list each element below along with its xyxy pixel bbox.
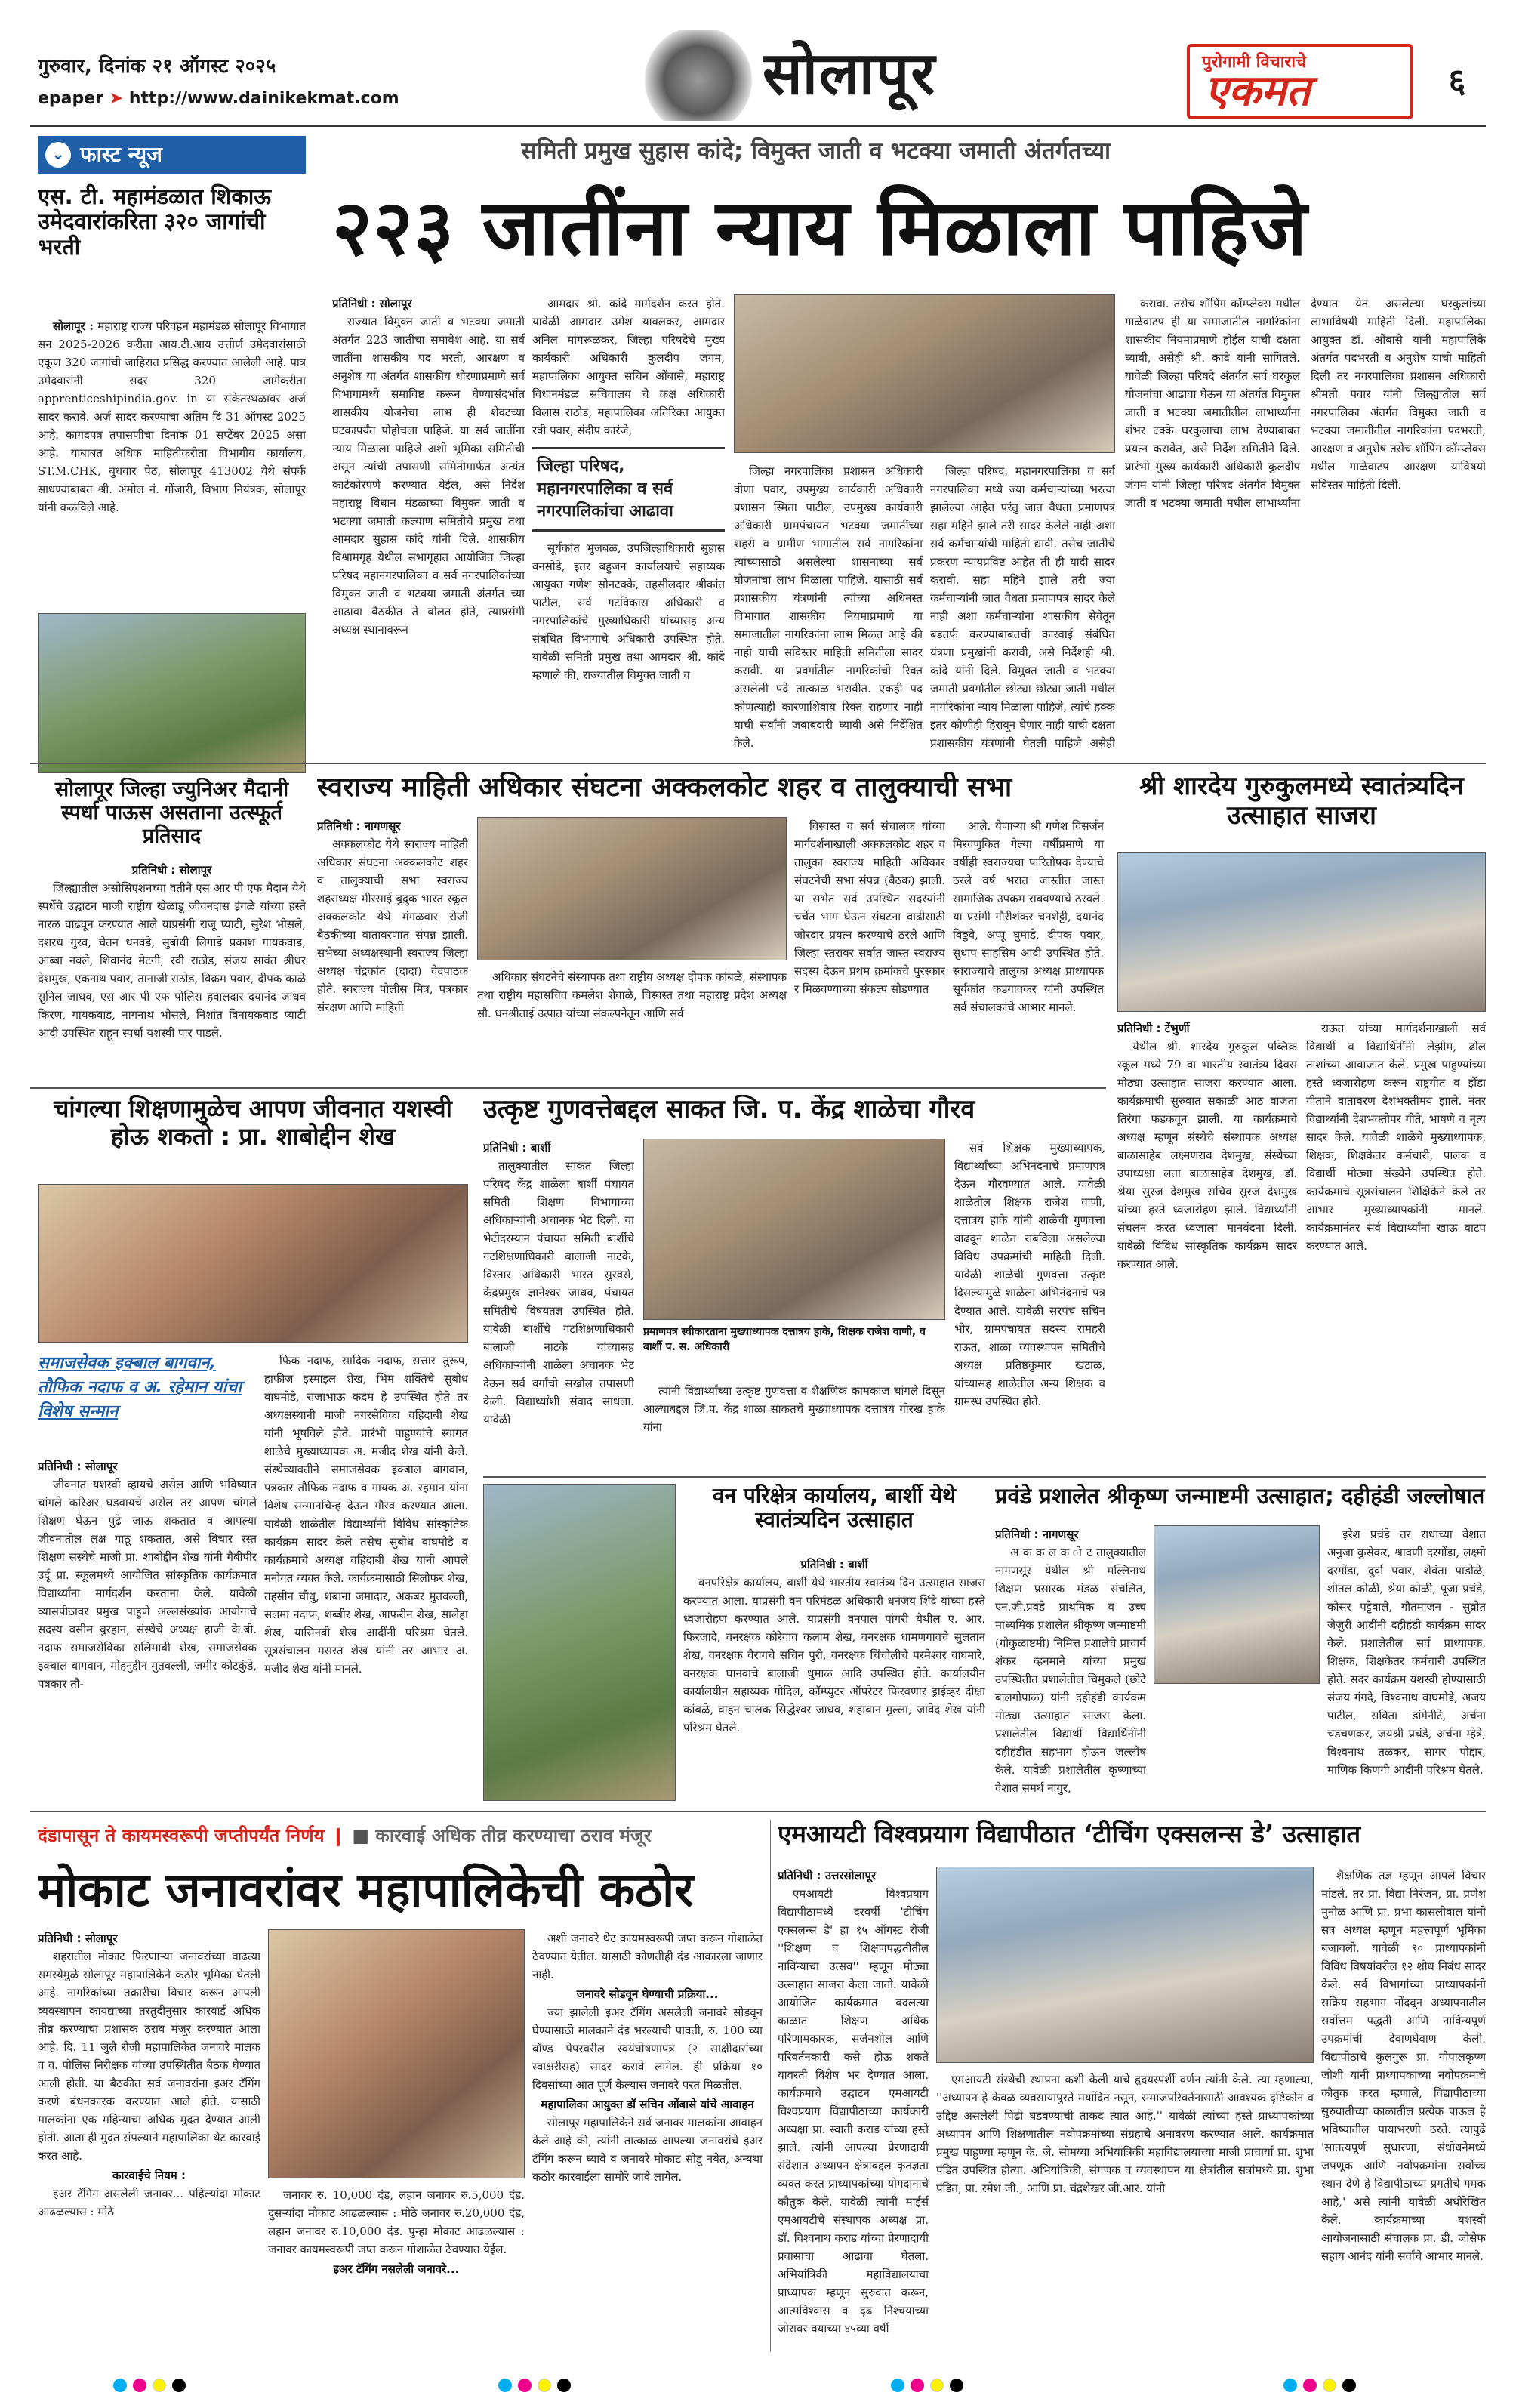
regmark-cyan-icon xyxy=(498,2379,512,2392)
section-divider-4 xyxy=(30,1811,1486,1812)
quality-photo xyxy=(643,1139,945,1320)
cattle-byline: प्रतिनिधी : सोलापूर xyxy=(38,1932,118,1945)
cattle-text-3c: सोलापूर महापालिकेने सर्व जनावर मालकांना आवाहन केले आहे की, त्यांनी तात्काळ आपल्या जनावरांचे इअर टॅगिंग करून घ्यावे व जनावरे मोकाट सोडू नयेत, अन्यथा कठोर कारवाईला सामोरे जावे लागेल. xyxy=(532,2116,763,2184)
education-text-1: जीवनात यशस्वी व्हायचे असेल आणि भविष्यात चांगले करिअर घडवायचे असेल तर आपण चांगले शिक्षण घेऊन पुढे जाऊ शकतात व आपल्या जीवनातील लक्ष गाठू शकतात, असे विचार रस्त शिक्षण संस्थेचे माजी प्रा. शाबोद्दीन शेख यांनी गैबीपीर उर्दू प्रा. स्कूलमध्ये आयोजित सांस्कृतिक कार्यक्रमात विद्यार्थ्यांना मार्गदर्शन करताना केले. यावेळी व्यासपीठावर प्रमुख पाहुणे अल्लसंख्यांक आयोगाचे सदस्य वसीम बुरहान, संस्थेचे अध्यक्ष हाजी के.बी. नदाफ समाजसेविका सलिमाबी शेख, समाजसेवक इक्बाल बागवान, मोहनुद्दीन मुतवल्ली, जमीर कोटकुंडे, पत्रकार तौ- xyxy=(38,1478,257,1691)
sharad-col-1 xyxy=(1117,1019,1297,1465)
page-number: ६ xyxy=(1448,62,1466,100)
forest-text: वनपरिक्षेत्र कार्यालय, बार्शी येथे भारतीय स्वातंत्र्य दिन उत्साहात साजरा करण्यात आला. याप्रसंगी वन परिमंडळ अधिकारी धनंजय शिंदे यांच्या हस्ते ध्वजारोहण करण्यात आले. याप्रसंगी वनपाल पांगरी येथील ए. आर. फिरजादे, वनरक्षक कोरेगाव कलाम शेख, वनरक्षक धामणगावचे सुलतान शेख, वनरक्षक वैरागचे सचिन पुरी, वनरक्षक चिंचोलीचे परमेश्वर वाघमारे, वनरक्षक घानवाचे बालाजी धुमाळ आदि उपस्थित होते. कार्यालयीन कार्यालयीन सहाय्यक गोदिल, कॉम्प्युटर ऑपरेटर फिरवणार ड्राईव्हर दीक्षा कांबळे, वाहन चालक सिद्धेश्वर जाधव, शहाबान मुल्ला, जावेद शेख यांनी परिश्रम घेतले. xyxy=(683,1576,985,1734)
sports-headline: सोलापूर जिल्हा ज्युनिअर मैदानी स्पर्धा पाऊस असताना उत्स्फूर्त प्रतिसाद xyxy=(54,778,289,849)
fast-news-label: फास्ट न्यूज xyxy=(80,142,162,167)
brand-tagline: पुरोगामी विचाराचे xyxy=(1202,53,1307,72)
epaper-link[interactable] xyxy=(38,89,430,115)
cattle-sub-3: जनावरे सोडवून घेण्याची प्रक्रिया... xyxy=(576,1987,719,2001)
regmark-cyan-icon xyxy=(113,2379,127,2392)
education-photo xyxy=(38,1184,468,1343)
epaper-label: epaper xyxy=(38,89,104,108)
lead-byline: प्रतिनिधी : सोलापूर xyxy=(332,297,412,310)
forest-photo xyxy=(483,1484,676,1801)
lead-sub-kicker: जिल्हा परिषद, महानगरपालिका व सर्व नगरपालिकांचा आढावा xyxy=(532,447,725,532)
lead-col-2 xyxy=(532,294,725,751)
rti-photo xyxy=(477,817,787,960)
cattle-sub-1: कारवाईचे नियम : xyxy=(112,2169,186,2182)
section-divider-3 xyxy=(483,1476,1486,1478)
masthead-logo-art xyxy=(642,30,755,121)
cattle-headline: मोकाट जनावरांवर महापालिकेची कठोर xyxy=(38,1862,694,1917)
fast-news-byline: सोलापूर : xyxy=(53,319,94,333)
krishna-byline: प्रतिनिधी : नागणसूर xyxy=(995,1528,1079,1541)
cattle-photo xyxy=(268,1929,525,2178)
quality-caption: प्रमाणपत्र स्वीकारताना मुख्याध्यापक दत्तात्रय हाके, शिक्षक राजेश वाणी, व बार्शी प. स. अधिकारी xyxy=(643,1326,926,1353)
cattle-text-3b: ज्या झालेली इअर टॅगिंग असलेली जनावरे सोडवून घेण्यासाठी मालकाने दंड भरल्याची पावती, रु. 100 च्या बॉण्ड पेपरवरील स्वयंघोषणापत्र (२ साक्षीदारांच्या स्वाक्षरीसह) सादर करावे लागेल. ही प्रक्रिया १० दिवसांच्या आत पूर्ण केल्यास जनावरे परत मिळतील. xyxy=(532,2006,763,2092)
lead-text-4: जिल्हा परिषद, महानगरपालिका व सर्व नगरपालिका मध्ये ज्या कर्मचाऱ्यांच्या भरत्या झालेल्या आहेत परंतु जात वैधता प्रमाणपत्र सहा महिने झाले तरी सादर केलेले नाही अशा सर्व कर्मचाऱ्यांची माहिती द्यावी. तसेच जातीचे प्रकरण न्यायप्रविष्ट आहेत ती ही यादी सादर करावी. सहा महिने झाले तरी ज्या कर्मचाऱ्यांनी जात वैधता प्रमाणपत्र सादर केले नाही अशा कर्मचाऱ्यांना शासकीय सेवेतून बडतर्फ करण्याबाबतची कारवाई संबंधित यंत्रणा प्रमुखांनी करावी, असे निर्देशही श्री. कांदे यांनी दिले. विमुक्त जाती व भटक्या जमाती प्रवर्गातील छोट्या छोट्या जाती मधील नागरिकांना न्याय मिळाला पाहिजे, त्यांचे हक्क इतर कोणीही हिरावून घेणार नाही याची दक्षता प्रशासकीय यंत्रणांनी घेतली पाहिजे असेही xyxy=(930,464,1115,750)
mit-text-2: एमआयटी संस्थेची स्थापना कशी केली याचे हृदयस्पर्शी वर्णन त्यांनी केले. त्या म्हणाल्या, ''अध्यापन हे केवळ व्यवसायापुरते मर्यादित नसून, समाजपरिवर्तनासाठी आवश्यक दृष्टिकोन व उद्दिष्ट असलेली पिढी घडवण्याची ताकद त्यात आहे.'' यावेळी त्यांच्या हस्ते प्राध्यापकांच्या अध्यापन आणि शिक्षणातील नवोपक्रमांच्या संग्रहाचे अनावरण करण्यात आले. कार्यक्रमात प्रमुख पाहुण्या म्हणून के. जे. सोमय्या अभियांत्रिकी महाविद्यालयाच्या माजी प्राचार्या प्रा. शुभा पंडित उपस्थित होत्या. अभियांत्रिकी, संगणक व व्यवस्थापन या क्षेत्रांतील सत्रांमध्ये प्रा. शुभा पंडित, प्रा. रमेश जी., आणि प्रा. चंद्रशेखर जी.आर. यांनी xyxy=(936,2073,1314,2195)
lead-text-1: राज्यात विमुक्त जाती व भटक्या जमाती अंतर्गत 223 जातींचा समावेश आहे. या सर्व जातींना शासकीय पद भरती, आरक्षण व अनुशेष या अंतर्गत शासकीय धोरणाप्रमाणे सर्व विभागामध्ये समाविष्ट करून घेण्यासंदर्भात शासकीय योजनेचा लाभ ही शेवटच्या घटकापर्यंत पोहोचला पाहिजे. या सर्व जातींना न्याय मिळाला पाहिजे अशी भूमिका समितीची असून त्यांची तपासणी समितीमार्फत अत्यंत काटेकोरपणे करण्यात येईल, असे निर्देश महाराष्ट्र विधान मंडळाच्या विमुक्त जाती व भटक्या जमाती कल्याण समितीचे प्रमुख तथा आमदार सुहास कांदे यांनी दिले. शासकीय विश्रामगृह येथील सभागृहात आयोजित जिल्हा परिषद महानगरपालिका व सर्व नगरपालिकांच्या विमुक्त जाती व भटक्या जमाती अंतर्गत च्या आढावा बैठकीत ते बोलत होते, त्याप्रसंगी अध्यक्ष स्थानावरून xyxy=(332,315,525,637)
registration-marks xyxy=(0,2371,1516,2401)
rti-text-2: अधिकार संघटनेचे संस्थापक तथा राष्ट्रीय अध्यक्ष दीपक कांबळे, संस्थापक तथा राष्ट्रीय महासचिव कमलेश शेवाळे, विस्वस्त तथा महाराष्ट्र प्रदेश अध्यक्ष सौ. धनश्रीताई उत्पात यांच्या संकल्पनेतून आणि सर्व xyxy=(477,970,787,1020)
square-bullet-icon: ■ xyxy=(352,1825,370,1846)
regmark-magenta-icon xyxy=(518,2379,532,2392)
rti-col-1 xyxy=(317,817,468,1081)
cattle-sub-2: इअर टॅगिंग नसलेली जनावरे... xyxy=(333,2262,460,2276)
rti-text-1: अक्कलकोट येथे स्वराज्य माहिती अधिकार संघटना अक्कलकोट शहर व तालुक्याची सभा स्वराज्य शहराध्यक्ष मीरसाई बुद्रुक भारत स्कूल अक्कलकोट येथे मंगळवार रोजी बैठकीच्या वातावरणात संपन्न झाली. सभेच्या अध्यक्षस्थानी स्वराज्य जिल्हा अध्यक्ष चंद्रकांत (दादा) वेदपाठक होते. स्वराज्य पोलीस मित्र, पत्रकार संरक्षण आणि माहिती xyxy=(317,837,468,1014)
education-byline: प्रतिनिधी : सोलापूर xyxy=(38,1460,118,1473)
mit-col-3 xyxy=(1321,1867,1486,2352)
krishna-col-2 xyxy=(1327,1525,1486,1801)
quality-byline: प्रतिनिधी : बार्शी xyxy=(483,1141,551,1155)
rti-col-4 xyxy=(953,817,1104,1081)
regmark-black-icon xyxy=(557,2379,571,2392)
quality-col-3 xyxy=(954,1139,1105,1501)
rti-byline: प्रतिनिधी : नागणसूर xyxy=(317,819,401,833)
fast-news-body xyxy=(38,317,306,604)
section-divider-2 xyxy=(30,1087,1106,1089)
sharad-photo xyxy=(1117,852,1486,1012)
quality-text-1: तालुक्यातील साकत जिल्हा परिषद केंद्र शाळेला बार्शी पंचायत समिती शिक्षण विभागाच्या अधिकाऱ्यांनी अचानक भेट दिली. या भेटीदरम्यान पंचायत समिती बार्शीचे गटशिक्षणाधिकारी बालाजी नाटके, विस्तार अधिकारी भारत सुरवसे, केंद्रप्रमुख ज्ञानेश्वर जाधव, पंचायत समितीचे विषयतज्ञ उपस्थित होते. यावेळी बार्शीचे गटशिक्षणाधिकारी बालाजी नाटके यांच्यासह अधिकाऱ्यांनी शाळेला अचानक भेट देऊन सर्व वर्गांची सखोल तपासणी केली. विद्यार्थ्यांशी संवाद साधला. यावेळी xyxy=(483,1159,634,1426)
cattle-col-3 xyxy=(532,1929,763,2352)
quality-col-1 xyxy=(483,1139,634,1501)
city-title: सोलापूर xyxy=(763,40,937,108)
link-arrow-icon: ➤ xyxy=(109,89,124,108)
lead-col-3 xyxy=(734,462,923,751)
forest-byline: प्रतिनिधी : बार्शी xyxy=(800,1558,868,1571)
mit-text-3: शैक्षणिक तज्ञ म्हणून आपले विचार मांडले. तर प्रा. विद्या निरंजन, प्रा. प्रणेश मुनोळ आणि प्रा. प्रभा कासलीवाल यांनी सत्र अध्यक्ष म्हणून महत्त्वपूर्ण भूमिका बजावली. यावेळी ९० प्राध्यापकांनी विविध विषयांवरील १२ शोध निबंध सादर केले. सर्व विभागांच्या प्राध्यापकांनी सक्रिय सहभाग नोंदवून अध्यापनातील सर्वोत्तम पद्धती आणि नाविन्यपूर्ण उपक्रमांची देवाणघेवाण केली. विद्यापीठाचे कुलगुरू प्रा. गोपालकृष्ण जोशी यांनी प्राध्यापकांच्या नवोपक्रमांचे कौतुक करत म्हणाले, विद्यापीठाच्या सुरुवातीच्या काळातील प्रत्येक पाऊल हे भविष्यातील पायाभरणी ठरते. त्यापुढे 'सातत्यपूर्ण सुधारणा, संधोधनेमध्ये जपणूक आणि नवोपक्रमांना सर्वोच्च स्थान देणे हे विद्यापीठाच्या प्रगतीचे गमक आहे,' असे त्यांनी यावेळी अधोरेखित केले. कार्यक्रमाच्या यशस्वी आयोजनासाठी संचालक प्रा. डी. जोसेफ सहाय आनंद यांनी सर्वांचे आभार मानले. xyxy=(1321,1869,1486,2263)
cattle-sub-4: महापालिका आयुक्त डॉ सचिन ओंबासे यांचे आवाहन xyxy=(541,2098,754,2111)
lead-text-5: करावा. तसेच शॉपिंग कॉम्प्लेक्स मधील गाळेवाटप ही या समाजातील नागरिकांना शासकीय नियमाप्रमाणे होईल याची दक्षता घ्यावी, असेही श्री. कांदे यांनी सांगितले. यावेळी जिल्हा परिषदे अंतर्गत सर्व घरकुल योजनांचा आढावा घेऊन या अंतर्गत विमुक्त जाती व भटक्या जमातीतील लाभार्थ्यांना शंभर टक्के घरकुलाचा लाभ देण्याबाबत प्रयत्न करावेत, असे निर्देश समितीने दिले. प्रारंभी मुख्य कार्यकारी अधिकारी कुलदीप जंगम यांनी जिल्हा परिषद अंतर्गत विमुक्त जाती व भटक्या जमाती मधील लाभार्थ्यांना देण्यात येत असलेल्या घरकुलांच्या लाभाविषयी माहिती दिली. महापालिका आयुक्त डॉ. ओंबासे यांनी महापालिके अंतर्गत पदभरती व अनुशेष याची माहिती दिली तर नगरपालिका प्रशासन अधिकारी श्रीमती पवार यांनी जिल्ह्यातील सर्व नगरपालिका अंतर्गत विमुक्त जाती व भटक्या जमातीतील नागरिकांना पदभरती, आरक्षण व अनुशेष तसेच शॉपिंग कॉम्प्लेक्स मधील गाळेवाटप आरक्षण याविषयी सविस्तर माहिती दिली. xyxy=(1125,297,1486,510)
lead-kicker: समिती प्रमुख सुहास कांदे; विमुक्त जाती व भटक्या जमाती अंतर्गतच्या xyxy=(521,137,1111,165)
sharad-byline: प्रतिनिधी : टेंभुर्णी xyxy=(1117,1022,1190,1035)
regmark-cyan-icon xyxy=(891,2379,904,2392)
masthead xyxy=(0,0,1516,128)
brand-box xyxy=(1187,44,1413,119)
mit-col-2 xyxy=(936,2070,1314,2352)
regmark-black-icon xyxy=(172,2379,186,2392)
regmark-black-icon xyxy=(950,2379,963,2392)
sharad-headline: श्री शारदेय गुरुकुलमध्ये स्वातंत्र्यदिन उत्साहात साजरा xyxy=(1139,772,1464,831)
mit-col-1 xyxy=(778,1867,929,2352)
lead-headline: २२३ जातींना न्याय मिळाला पाहिजे xyxy=(332,183,1308,273)
column-divider xyxy=(770,1820,771,2352)
chevron-down-icon: ⌄ xyxy=(45,142,71,168)
krishna-text-2: इरेश प्रचंडे तर राधाच्या वेशात अनुजा कुसेकर, श्रावणी दरगोंडा, लक्ष्मी दरगोंडा, दुर्वा पवार, शेवंता पाडोळे, शीतल कोळी, श्रेया कोळी, पूजा प्रचंडे, कोसर पट्टेवाले, गौतमाजन - सुव्रोत जेजुरी आदींनी दहीहंडी कार्यक्रम सादर केले. प्रशालेतील सर्व प्राध्यापक, शिक्षक, शिक्षकेतर कर्मचारी उपस्थित होते. सदर कार्यक्रम यशस्वी होण्यासाठी संजय गंगदे, विश्वनाथ वाघमोडे, अजय पाटील, सविता डांगेनीटे, अर्चना चडचणकर, जयश्री प्रचंडे, अर्चना म्हेत्रे, विश्वनाथ तळकर, सागर पोद्दार, माणिक किणगी आदींनी परिश्रम घेतले. xyxy=(1327,1528,1486,1777)
fast-news-text: महाराष्ट्र राज्य परिवहन महामंडळ सोलापूर विभागात सन 2025-2026 करीता आय.टी.आय उत्तीर्ण उमेदवारांसाठी एकूण 320 जागांची जाहिरात प्रसिद्ध करण्यात आलेली आहे. पात्र उमेदवारांनी सदर 320 जागेकरीता apprenticeshipindia.gov. in या संकेतस्थळावर अर्ज सादर करावे. अर्ज सादर करण्याचा अंतिम दि 31 ऑगस्ट 2025 आहे. कागदपत्र तपासणीचा दिनांक 01 सप्टेंबर 2025 असा आहे. याबाबत अधिक माहितीकरीता विभागीय कार्यालय, ST.M.CHK, बुधवार पेठ, सोलापूर 413002 येथे संपर्क साधण्याबाबत श्री. अमोल नं. गोंजारी, विभाग नियंत्रक, सोलापूर यांनी कळविले आहे. xyxy=(38,319,306,514)
mit-byline: प्रतिनिधी : उत्तरसोलापूर xyxy=(778,1869,877,1882)
education-col-1 xyxy=(38,1457,257,1812)
cattle-col-2 xyxy=(268,2186,525,2352)
regmark-magenta-icon xyxy=(1303,2379,1317,2392)
cattle-text-1b: इअर टॅगिंग असलेली जनावर... पहिल्यांदा मोकाट आढळल्यास : मोठे xyxy=(38,2187,260,2218)
education-col-2 xyxy=(264,1352,468,1812)
mit-headline: एमआयटी विश्वप्रयाग विद्यापीठात ‘टीचिंग एक्सलन्स डे’ उत्साहात xyxy=(778,1820,1361,1848)
sharad-col-2 xyxy=(1306,1019,1486,1465)
lead-text-2b: सूर्यकांत भुजबळ, उपजिल्हाधिकारी सुहास वनसोडे, इतर बहुजन कार्यालयाचे सहाय्यक आयुक्त गणेश सोनटक्के, तहसीलदार श्रीकांत पाटील, सर्व गटविकास अधिकारी व नगरपालिकांचे मुख्याधिकारी यांच्यासह अन्य संबंधित विभागाचे अधिकारी उपस्थित होते. यावेळी समिती प्रमुख तथा आमदार श्री. कांदे म्हणाले की, राज्यातील विमुक्त जाती व xyxy=(532,541,725,682)
brand-logo-text: एकमत xyxy=(1205,66,1311,116)
sports-photo xyxy=(38,613,306,773)
sharad-text-1: येथील श्री. शारदेय गुरुकुल पब्लिक स्कूल मध्ये 79 वा भारतीय स्वातंत्र्य दिवस मोठ्या उत्साहात साजरा करण्यात आला. कार्यक्रमाची सुरुवात सकाळी आठ वाजता तिरंगा फडकवून झाली. या कार्यक्रमाचे अध्यक्ष म्हणून संस्थेचे संस्थापक अध्यक्ष बाळासाहेब लक्ष्मणराव देशमुख, संस्थेच्या उपाध्यक्षा लता बाळासाहेब देशमुख, डॉ. श्रेया सुरज देशमुख सचिव सुरज देशमुख यांच्या हस्ते ध्वजारोहण झाले. विद्यार्थ्यांनी संचलन करत ध्वजाला मानवंदना दिली. यावेळी विविध सांस्कृतिक कार्यक्रम सादर करण्यात आले. xyxy=(1117,1040,1297,1271)
mit-text-1: एमआयटी विश्वप्रयाग विद्यापीठामध्ये दरवर्षी 'टीचिंग एक्सलन्स डे' हा १५ ऑगस्ट रोजी ''शिक्षण व शिक्षणपद्धतीतील नाविन्याचा उत्सव'' म्हणून मोठ्या उत्साहात साजरा केला जातो. यावेळी आयोजित कार्यक्रमात बदलत्या काळात शिक्षण अधिक परिणामकारक, सर्जनशील आणि परिवर्तनकारी कसे होऊ शकते यावरती विशेष भर देण्यात आला. कार्यक्रमाचे उद्घाटन एमआयटी विश्वप्रयाग विद्यापीठाच्या कार्यकारी अध्यक्षा प्रा. स्वाती कराड यांच्या हस्ते झाले. त्यांनी आपल्या प्रेरणादायी संदेशात अध्यापन क्षेत्राबद्दल कृतज्ञता व्यक्त करत प्राध्यापकांच्या योगदानाचे कौतुक केले. यावेळी त्यांनी माईर्स एमआयटीचे संस्थापक अध्यक्ष प्रा. डॉ. विश्वनाथ कराड यांच्या प्रेरणादायी प्रवासाचा आढावा घेतला. अभियांत्रिकी महाविद्यालयाचा प्राध्यापक म्हणून सुरुवात करून, आत्मविश्वास व दृढ निश्चयाच्या जोरावर वयाच्या ४५व्या वर्षी xyxy=(778,1887,929,2336)
regmark-yellow-icon xyxy=(153,2379,166,2392)
forest-headline: वन परिक्षेत्र कार्यालय, बार्शी येथे स्वातंत्र्यदिन उत्साहात xyxy=(712,1484,956,1533)
forest-body xyxy=(683,1555,985,1801)
krishna-headline: प्रवंडे प्रशालेत श्रीकृष्ण जन्माष्टमी उत्साहात; दहीहंडी जल्लोषात xyxy=(995,1484,1485,1509)
krishna-photo xyxy=(1154,1525,1320,1684)
quality-text-3: सर्व शिक्षक मुख्याध्यापक, विद्यार्थ्यांच्या अभिनंदनाचे प्रमाणपत्र देऊन गौरवण्यात आले. यावेळी शाळेतील शिक्षक राजेश वाणी, दत्तात्रय हाके यांनी शाळेची गुणवत्ता वाढवून शाळेत राबविला असलेल्या विविध उपक्रमांची माहिती दिली. यावेळी शाळेची गुणवत्ता उत्कृष्ट दिसल्यामुळे शाळेला अभिनंदनाचे पत्र देण्यात आले. यावेळी सरपंच सचिन भोर, ग्रामपंचायत सदस्य रामहरी राऊत, शाळा व्यवस्थापन समितीचे अध्यक्ष प्रतिष्ठकुमार खटाळ, यांच्यासह शाळेतील अन्य शिक्षक व ग्रामस्थ उपस्थित होते. xyxy=(954,1141,1105,1408)
rti-headline: स्वराज्य माहिती अधिकार संघटना अक्कलकोट शहर व तालुक्याची सभा xyxy=(317,772,1012,803)
regmark-black-icon xyxy=(1342,2379,1356,2392)
lead-col-5 xyxy=(1125,294,1486,751)
lead-text-3: जिल्हा नगरपालिका प्रशासन अधिकारी वीणा पवार, उपमुख्य कार्यकारी अधिकारी प्रशासन स्मिता पाटील, उपमुख्य कार्यकारी अधिकारी ग्रामपंचायत भटक्या जमातींच्या शहरी व ग्रामीण भागातील सर्व नागरिकांना त्यांच्यासाठी असलेल्या शासनाच्या सर्व योजनांचा लाभ मिळाला पाहिजे. यासाठी सर्व प्रशासकीय यंत्रणांनी त्यांच्या अधिनस्त विभागात शासकीय नियमाप्रमाणे या समाजातील नागरिकांना लाभ मिळत आहे की नाही याची सविस्तर माहिती समितीला सादर करावी. या प्रवर्गातील नागरिकांची रिक्त असलेली पदे तात्काळ भरावीत. एकही पद कोणत्याही कारणाशिवाय रिक्त राहणार नाही याची सर्वांनी जबाबदारी घ्यावी असे निर्देशित केले. xyxy=(734,464,923,750)
education-kicker: समाजसेवक इक्बाल बागवान, तौफिक नदाफ व अ. रहेमान यांचा विशेष सन्मान xyxy=(38,1354,242,1421)
lead-col-1 xyxy=(332,294,525,751)
regmark-yellow-icon xyxy=(930,2379,944,2392)
mit-photo xyxy=(936,1867,1314,2063)
cattle-kicker xyxy=(38,1820,763,1851)
kicker-separator-icon: ❙ xyxy=(330,1825,346,1846)
masthead-divider xyxy=(30,125,1486,127)
date-line: गुरुवार, दिनांक २१ ऑगस्ट २०२५ xyxy=(38,55,276,78)
fast-news-header xyxy=(38,136,306,174)
regmark-magenta-icon xyxy=(133,2379,146,2392)
rti-text-4: आले. येणाऱ्या श्री गणेश विसर्जन मिरवणुकित गेल्या वर्षीप्रमाणे या वर्षीही स्वराज्यचा पारितोषक देण्याचे ठरले वर्ष भरात जास्तीत जास्त सामाजिक उपक्रम राबवण्याचे ठरवले. या प्रसंगी गौरीशंकर चनशेट्टी, दयानंद विठ्ठवे, अप्पू घुमाडे, दीपक पवार, सुधाप साहसिम आदी उपस्थित होते. स्वराज्याचे तालुका अध्यक्ष प्राध्यापक सूर्यकांत कडगावकर यांनी उपस्थित सर्व संचालकांचे आभार मानले. xyxy=(953,819,1104,1014)
cattle-col-1 xyxy=(38,1929,260,2352)
quality-text-2: त्यांनी विद्यार्थ्यांच्या उत्कृष्ट गुणवत्ता व शैक्षणिक कामकाज चांगले दिसून आल्याबद्दल जि.प. केंद्र शाळा साकतचे मुख्याध्यापक दत्तात्रय गोरख हाके यांना xyxy=(643,1384,945,1434)
rti-col-3 xyxy=(794,817,945,1081)
rti-col-2 xyxy=(477,968,787,1081)
regmark-yellow-icon xyxy=(1323,2379,1336,2392)
sports-body xyxy=(38,861,306,1080)
education-text-2: फिक नदाफ, सादिक नदाफ, सत्तार तुरूप, हाफीज इस्माइल शेख, भिम शक्तिचे सुबोध वाघमोडे, राजाभाऊ कदम हे उपस्थित होते तर अध्यक्षस्थानी माजी नगरसेविका वहिदाबी शेख यांनी भूषविले होते. प्रारंभी पाहुण्यांचे स्वागत शाळेचे मुख्याध्यापक अ. मजीद शेख यांनी केले. संस्थेच्यावतीने समाजसेवक इक्बाल बागवान, पत्रकार तौफिक नदाफ व गायक अ. रहमान यांना विशेष सन्मानचिन्ह देऊन गौरव करण्यात आला. यावेळी शाळेतील विद्यार्थ्यांनी विविध सांस्कृतिक कार्यक्रम सादर केले तसेच सुबोध वाघमोडे व कार्यक्रमाचे अध्यक्ष वहिदाबी शेख यांनी आपले मनोगत व्यक्त केले. कार्यक्रमासाठी सिलोफर शेख, तहसीन चौधु, शबाना जमादार, अकबर मुतवल्ली, सलमा नदाफ, शब्बीर शेख, आफरीन शेख, सालेहा शेख, यासिनबी शेख आदींनी परिश्रम घेतले. सूत्रसंचालन मसरत शेख यांनी तर आभार अ. मजीद शेख यांनी मानले. xyxy=(264,1354,468,1676)
sports-text: जिल्ह्यातील असोसिएशनच्या वतीने एस आर पी एफ मैदान येथे स्पर्धेचे उद्घाटन माजी राष्ट्रीय खेळाडू जीवनदास इंगळे यांच्या हस्ते नारळ वाढवून करण्यात आले याप्रसंगी राजू प्याटी, सुरेश भोसले, दशरथ गुरव, चेतन धनवडे, सुबोधी लिगाडे प्रकाश गायकवाड, आब्बा नवले, शिवानंद मेटगी, रवी राठोड, संजय सावंत श्रीधर देशमुख, एकनाथ पवार, तानाजी राठोड, विक्रम पवार, दीपक काळे सुनिल जाधव, एस आर पी एफ पोलिस हवालदार दयानंद जाधव किरण, गायकवाड, नागनाथ भोसले, निशांत विनायकवाड प्याटी आदी उपस्थित राहून स्पर्धा यशस्वी पार पाडले. xyxy=(38,881,306,1040)
sports-byline: प्रतिनिधी : सोलापूर xyxy=(131,863,212,877)
regmark-magenta-icon xyxy=(911,2379,924,2392)
regmark-yellow-icon xyxy=(538,2379,551,2392)
cattle-text-3: अशी जनावरे थेट कायमस्वरूपी जप्त करून गोशाळेत ठेवण्यात येतील. यासाठी कोणतीही दंड आकारला जाणार नाही. xyxy=(532,1932,763,1981)
krishna-col-1 xyxy=(995,1525,1146,1801)
section-divider-1 xyxy=(30,763,1486,764)
site-url: http://www.dainikekmat.com xyxy=(128,89,399,108)
quality-headline: उत्कृष्ट गुणवत्तेबद्दल साकत जि. प. केंद्र शाळेचा गौरव xyxy=(483,1095,975,1124)
lead-photo xyxy=(734,294,1115,453)
lead-text-2: आमदार श्री. कांदे मार्गदर्शन करत होते. यावेळी आमदार उमेश यावलकर, आमदार अनिल मांगरूळकर, जिल्हा परिषदेचे मुख्य कार्यकारी अधिकारी कुलदीप जंगम, महापालिका आयुक्त सचिन ओंबासे, महाराष्ट्र विधानमंडळ सचिवालय चे कक्ष अधिकारी विलास राठोड, महापालिका अतिरिक्त आयुक्त रवी पवार, संदीप कारंजे, xyxy=(532,297,725,437)
fast-news-box xyxy=(38,136,306,604)
cattle-kicker-red: दंडापासून ते कायमस्वरूपी जप्तीपर्यंत निर्णय xyxy=(38,1825,325,1846)
fast-news-headline: एस. टी. महामंडळात शिकाऊ उमेदवारांकरिता ३२० जागांची भरती xyxy=(38,183,272,260)
lead-col-4 xyxy=(930,462,1115,751)
rti-text-3: विस्वस्त व सर्व संचालक यांच्या मार्गदर्शनाखाली अक्कलकोट शहर व तालुका स्वराज्य माहिती अधिकार संघटनेची सभा संपन्न (बैठक) झाली. या सभेत सर्व उपस्थित सदस्यांनी चर्चेत भाग घेऊन संघटना वाढीसाठी जोरदार प्रयत्न करण्याचे ठरले आणि जिल्हा स्तरावर सर्वात जास्त स्वराज्य सदस्य देऊन प्रथम क्रमांकचे पुरस्कार र मिळवण्याच्या संकल्प सोडण्यात xyxy=(794,819,945,996)
sharad-text-2: राऊत यांच्या मार्गदर्शनाखाली सर्व विद्यार्थी व विद्यार्थिनींनी लेझीम, ढोल ताशांच्या आवाजात केले. प्रमुख पाहुण्यांच्या हस्ते ध्वजारोहण करून राष्ट्रगीत व झेंडा गीताने वातावरण देशभक्तीमय झाले. नंतर विद्यार्थ्यांनी देशभक्तीपर गीते, भाषणे व नृत्य सादर केले. यावेळी शाळेचे मुख्याध्यापक, शिक्षक, शिक्षकेतर कर्मचारी, पालक व विद्यार्थी मोठ्या संख्येने उपस्थित होते. कार्यक्रमाचे सूत्रसंचालन शिक्षिकेने केले तर आभार मुख्याध्यापकांनी मानले. कार्यक्रमानंतर सर्व विद्यार्थ्यांना खाऊ वाटप करण्यात आले. xyxy=(1306,1022,1486,1253)
krishna-text-1: अ क क ल क ो ट तालुक्यातील नागणसूर येथील श्री मल्लिनाथ शिक्षण प्रसारक मंडळ संचलित, एन.जी.प्रवंडे प्राथमिक व उच्च माध्यमिक प्रशालेत श्रीकृष्ण जन्माष्टमी (गोकुळाष्टमी) निमित्त प्रशालेचे प्राचार्य शंकर व्हनमाने यांच्या प्रमुख उपस्थितीत प्रशालेतील चिमुकले (छोटे बालगोपाळ) यांनी दहीहंडी कार्यक्रम मोठ्या उत्साहात साजरा केला. प्रशालेतील विद्यार्थी विद्यार्थिनींनी दहीहंडीत सहभाग होऊन जल्लोष केले. यावेळी प्रशालेतील कृष्णाच्या वेशात समर्थ नागुर, xyxy=(995,1546,1146,1795)
education-headline: चांगल्या शिक्षणामुळेच आपण जीवनात यशस्वी होऊ शकतो : प्रा. शाबोद्दीन शेख xyxy=(54,1095,452,1151)
cattle-text-2: जनावर रु. 10,000 दंड, लहान जनावर रु.5,000 दंड. दुसऱ्यांदा मोकाट आढळल्यास : मोठे जनावर रु.20,000 दंड, लहान जनावर रु.10,000 दंड. पुन्हा मोकाट आढळल्यास : जनावर कायमस्वरूपी जप्त करून गोशाळेत ठेवण्यात येईल. xyxy=(268,2188,525,2256)
regmark-cyan-icon xyxy=(1283,2379,1297,2392)
cattle-text-1: शहरातील मोकाट फिरणाऱ्या जनावरांच्या वाढत्या समस्येमुळे सोलापूर महापालिकेने कठोर भूमिका घेतली आहे. नागरिकांच्या तक्रारीचा विचार करून आपली व्यवस्थापन कायद्याच्या तरतुदीनुसार कारवाई अधिक तीव्र करण्याचा प्रशासक ठराव मंजूर करण्यात आला आहे. दि. 11 जुलै रोजी महापालिकेत जनावरे मालक व व. पोलिस निरीक्षक यांच्या उपस्थितीत बैठक घेण्यात आली होती. या बैठकीत सर्व जनावरांना इअर टॅगिंग करणे बंधनकारक करण्यात आले होते. यासाठी मालकांना एक महिन्याचा अधिक मुदत देण्यात आली होती. आता ही मुदत संपल्याने महापालिका थेट कारवाई करत आहे. xyxy=(38,1950,260,2163)
cattle-kicker-gray: कारवाई अधिक तीव्र करण्याचा ठराव मंजूर xyxy=(375,1825,652,1846)
